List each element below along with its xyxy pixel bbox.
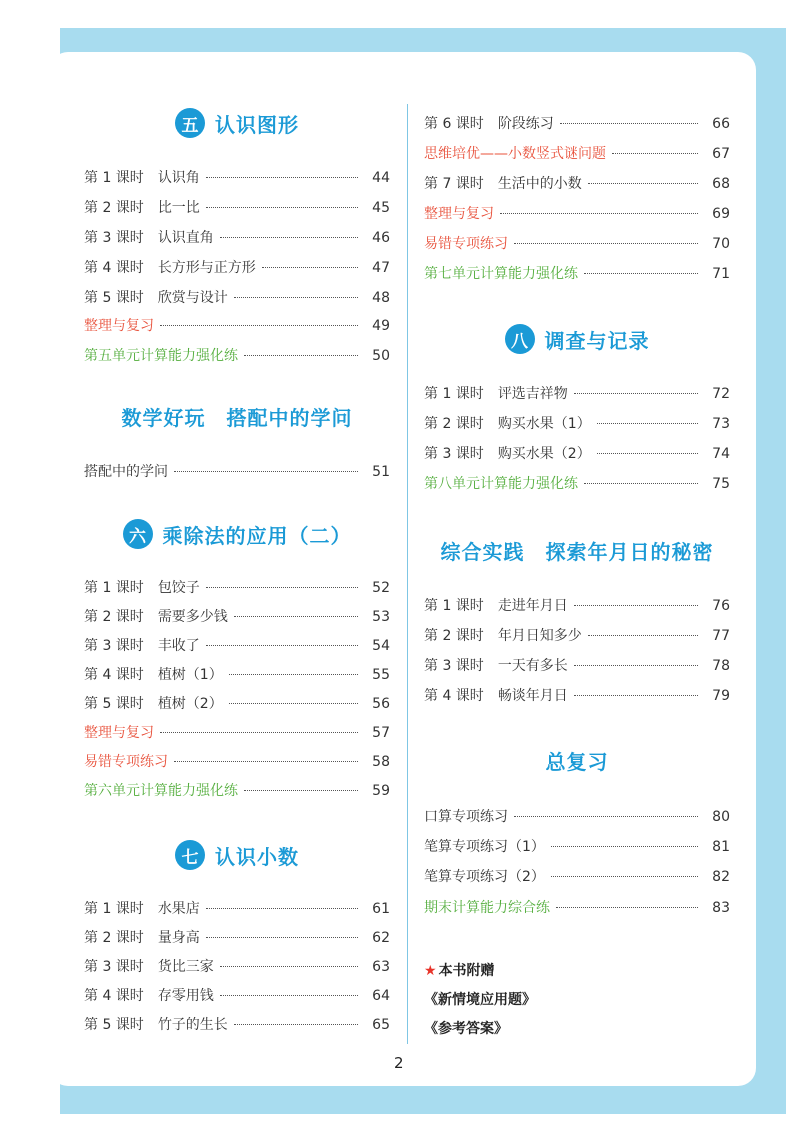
toc-row-drill[interactable] bbox=[424, 264, 730, 284]
toc-row[interactable] bbox=[424, 867, 730, 887]
page-ref: 47 bbox=[372, 260, 390, 276]
lesson-number: 第 1 课时 bbox=[84, 170, 144, 186]
lesson-title: 整理与复习 bbox=[84, 725, 154, 741]
leader-dots bbox=[206, 937, 358, 938]
toc-row[interactable] bbox=[424, 114, 730, 134]
toc-row[interactable] bbox=[84, 168, 390, 188]
lesson-title: 量身高 bbox=[157, 930, 200, 946]
leader-dots bbox=[206, 645, 358, 646]
lesson-title: 走进年月日 bbox=[497, 598, 568, 614]
leader-dots bbox=[206, 207, 358, 208]
lesson-number: 第 4 课时 bbox=[84, 260, 144, 276]
leader-dots bbox=[220, 237, 358, 238]
lesson-title: 年月日知多少 bbox=[497, 628, 582, 644]
bonus-heading-text: 本书附赠 bbox=[438, 963, 495, 979]
toc-row[interactable] bbox=[84, 665, 390, 685]
leader-dots bbox=[234, 1024, 358, 1025]
leader-dots bbox=[588, 183, 698, 184]
leader-dots bbox=[206, 177, 358, 178]
leader-dots bbox=[560, 123, 698, 124]
toc-row[interactable] bbox=[84, 636, 390, 656]
fun-section-heading: 数学好玩 搭配中的学问 bbox=[121, 406, 353, 430]
leader-dots bbox=[556, 907, 698, 908]
lesson-number: 第 2 课时 bbox=[424, 416, 484, 432]
page-ref: 54 bbox=[372, 638, 390, 654]
lesson-number: 第 1 课时 bbox=[84, 580, 144, 596]
leader-dots bbox=[244, 355, 358, 356]
toc-row[interactable] bbox=[424, 444, 730, 464]
page-number: 2 bbox=[394, 1054, 404, 1072]
bottom-margin bbox=[0, 1114, 800, 1132]
toc-row-drill[interactable] bbox=[84, 781, 390, 801]
page-ref: 78 bbox=[712, 658, 730, 674]
toc-row-review[interactable] bbox=[84, 723, 390, 743]
lesson-title: 长方形与正方形 bbox=[157, 260, 256, 276]
lesson-title: 植树（2） bbox=[157, 696, 223, 712]
leader-dots bbox=[584, 483, 698, 484]
toc-row[interactable] bbox=[424, 174, 730, 194]
page-ref: 75 bbox=[712, 476, 730, 492]
page-ref: 57 bbox=[372, 725, 390, 741]
lesson-title: 搭配中的学问 bbox=[84, 464, 168, 480]
toc-row[interactable] bbox=[84, 607, 390, 627]
page-ref: 77 bbox=[712, 628, 730, 644]
lesson-title: 生活中的小数 bbox=[497, 176, 582, 192]
leader-dots bbox=[514, 816, 698, 817]
leader-dots bbox=[574, 695, 698, 696]
unit-5-title: 认识图形 bbox=[215, 112, 299, 137]
unit-6-title: 乘除法的应用（二） bbox=[162, 523, 352, 548]
page-ref: 82 bbox=[712, 869, 730, 885]
lesson-title: 植树（1） bbox=[157, 667, 223, 683]
lesson-number: 第 3 课时 bbox=[424, 446, 484, 462]
toc-row[interactable] bbox=[424, 837, 730, 857]
bonus-heading bbox=[424, 960, 495, 980]
lesson-title: 畅谈年月日 bbox=[497, 688, 568, 704]
page-ref: 79 bbox=[712, 688, 730, 704]
toc-row[interactable] bbox=[424, 686, 730, 706]
page-ref: 70 bbox=[712, 236, 730, 252]
leader-dots bbox=[551, 846, 698, 847]
page-ref: 45 bbox=[372, 200, 390, 216]
page-ref: 69 bbox=[712, 206, 730, 222]
lesson-number: 第 2 课时 bbox=[84, 200, 144, 216]
practice-section-heading: 综合实践 探索年月日的秘密 bbox=[440, 540, 714, 564]
leader-dots bbox=[574, 665, 698, 666]
toc-row[interactable] bbox=[84, 228, 390, 248]
page-ref: 83 bbox=[712, 900, 730, 916]
right-margin bbox=[786, 0, 800, 1132]
unit-5-heading bbox=[84, 108, 390, 138]
lesson-number: 第 5 课时 bbox=[84, 290, 144, 306]
lesson-number: 第 4 课时 bbox=[424, 688, 484, 704]
lesson-number: 第 1 课时 bbox=[424, 386, 484, 402]
leader-dots bbox=[206, 587, 358, 588]
lesson-title: 包饺子 bbox=[157, 580, 200, 596]
page-ref: 55 bbox=[372, 667, 390, 683]
leader-dots bbox=[220, 966, 358, 967]
lesson-number: 第 3 课时 bbox=[84, 638, 144, 654]
unit-5-badge: 五 bbox=[175, 108, 205, 138]
lesson-number: 第 4 课时 bbox=[84, 667, 144, 683]
unit-7-title: 认识小数 bbox=[215, 844, 299, 869]
lesson-title: 整理与复习 bbox=[424, 206, 494, 222]
toc-row[interactable] bbox=[84, 258, 390, 278]
lesson-title: 笔算专项练习（1） bbox=[424, 839, 545, 855]
page-ref: 61 bbox=[372, 901, 390, 917]
lesson-title: 货比三家 bbox=[157, 959, 214, 975]
lesson-title: 思维培优——小数竖式谜问题 bbox=[424, 146, 606, 162]
leader-dots bbox=[597, 423, 698, 424]
toc-row[interactable] bbox=[84, 694, 390, 714]
toc-row[interactable] bbox=[424, 414, 730, 434]
page-ref: 52 bbox=[372, 580, 390, 596]
page-ref: 72 bbox=[712, 386, 730, 402]
page-ref: 73 bbox=[712, 416, 730, 432]
page-ref: 50 bbox=[372, 348, 390, 364]
unit-8-title: 调查与记录 bbox=[544, 328, 650, 353]
lesson-number: 第 3 课时 bbox=[84, 959, 144, 975]
toc-row[interactable] bbox=[84, 928, 390, 948]
lesson-title: 需要多少钱 bbox=[157, 609, 228, 625]
lesson-number: 第 2 课时 bbox=[424, 628, 484, 644]
page-ref: 76 bbox=[712, 598, 730, 614]
toc-row-drill[interactable] bbox=[424, 898, 730, 918]
leader-dots bbox=[234, 297, 358, 298]
lesson-number: 第 2 课时 bbox=[84, 609, 144, 625]
lesson-title: 认识直角 bbox=[157, 230, 214, 246]
column-divider bbox=[407, 104, 408, 1044]
toc-row[interactable] bbox=[424, 596, 730, 616]
lesson-number: 第 5 课时 bbox=[84, 1017, 144, 1033]
toc-row-drill[interactable] bbox=[424, 474, 730, 494]
toc-row-mistakes[interactable] bbox=[424, 234, 730, 254]
leader-dots bbox=[160, 732, 358, 733]
leader-dots bbox=[574, 605, 698, 606]
leader-dots bbox=[206, 908, 358, 909]
unit-6-heading bbox=[84, 519, 390, 549]
toc-row[interactable] bbox=[424, 656, 730, 676]
lesson-number: 第 7 课时 bbox=[424, 176, 484, 192]
leader-dots bbox=[500, 213, 698, 214]
toc-row[interactable] bbox=[84, 578, 390, 598]
lesson-title: 第五单元计算能力强化练 bbox=[84, 348, 238, 364]
lesson-number: 第 4 课时 bbox=[84, 988, 144, 1004]
toc-row-drill[interactable] bbox=[84, 346, 390, 366]
page-ref: 80 bbox=[712, 809, 730, 825]
unit-8-heading bbox=[424, 324, 730, 354]
leader-dots bbox=[229, 674, 358, 675]
page-ref: 62 bbox=[372, 930, 390, 946]
leader-dots bbox=[234, 616, 358, 617]
leader-dots bbox=[514, 243, 698, 244]
lesson-title: 一天有多长 bbox=[497, 658, 568, 674]
page-ref: 48 bbox=[372, 290, 390, 306]
toc-row-challenge[interactable] bbox=[424, 144, 730, 164]
page-ref: 46 bbox=[372, 230, 390, 246]
lesson-title: 第六单元计算能力强化练 bbox=[84, 783, 238, 799]
unit-7-badge: 七 bbox=[175, 840, 205, 870]
toc-row-review[interactable] bbox=[424, 204, 730, 224]
page-ref: 53 bbox=[372, 609, 390, 625]
leader-dots bbox=[160, 325, 358, 326]
unit-6-badge: 六 bbox=[123, 519, 153, 549]
leader-dots bbox=[584, 273, 698, 274]
lesson-title: 欣赏与设计 bbox=[157, 290, 228, 306]
lesson-title: 竹子的生长 bbox=[157, 1017, 228, 1033]
lesson-title: 易错专项练习 bbox=[424, 236, 508, 252]
lesson-title: 易错专项练习 bbox=[84, 754, 168, 770]
leader-dots bbox=[174, 761, 358, 762]
page-ref: 68 bbox=[712, 176, 730, 192]
lesson-title: 认识角 bbox=[157, 170, 200, 186]
page-ref: 44 bbox=[372, 170, 390, 186]
page-ref: 67 bbox=[712, 146, 730, 162]
toc-row[interactable] bbox=[84, 462, 390, 482]
lesson-number: 第 1 课时 bbox=[424, 598, 484, 614]
lesson-title: 购买水果（2） bbox=[497, 446, 591, 462]
lesson-title: 评选吉祥物 bbox=[497, 386, 568, 402]
bonus-book: 《新情境应用题》 bbox=[424, 992, 536, 1008]
toc-row[interactable] bbox=[84, 957, 390, 977]
leader-dots bbox=[588, 635, 698, 636]
page-ref: 56 bbox=[372, 696, 390, 712]
unit-8-badge: 八 bbox=[505, 324, 535, 354]
top-strip bbox=[0, 0, 800, 28]
toc-row[interactable] bbox=[84, 986, 390, 1006]
bonus-book: 《参考答案》 bbox=[424, 1021, 508, 1037]
lesson-title: 第七单元计算能力强化练 bbox=[424, 266, 578, 282]
toc-row[interactable] bbox=[84, 288, 390, 308]
leader-dots bbox=[551, 876, 698, 877]
leader-dots bbox=[574, 393, 698, 394]
page-ref: 63 bbox=[372, 959, 390, 975]
page-ref: 64 bbox=[372, 988, 390, 1004]
review-section-heading: 总复习 bbox=[545, 750, 609, 774]
leader-dots bbox=[612, 153, 698, 154]
lesson-title: 阶段练习 bbox=[497, 116, 554, 132]
leader-dots bbox=[262, 267, 358, 268]
lesson-title: 笔算专项练习（2） bbox=[424, 869, 545, 885]
lesson-number: 第 6 课时 bbox=[424, 116, 484, 132]
toc-row[interactable] bbox=[424, 384, 730, 404]
unit-7-heading bbox=[84, 840, 390, 870]
lesson-number: 第 2 课时 bbox=[84, 930, 144, 946]
lesson-title: 水果店 bbox=[157, 901, 200, 917]
toc-row-mistakes[interactable] bbox=[84, 752, 390, 772]
lesson-number: 第 3 课时 bbox=[84, 230, 144, 246]
lesson-number: 第 5 课时 bbox=[84, 696, 144, 712]
leader-dots bbox=[244, 790, 358, 791]
leader-dots bbox=[597, 453, 698, 454]
page-ref: 81 bbox=[712, 839, 730, 855]
leader-dots bbox=[220, 995, 358, 996]
page-ref: 74 bbox=[712, 446, 730, 462]
page-ref: 65 bbox=[372, 1017, 390, 1033]
lesson-number: 第 1 课时 bbox=[84, 901, 144, 917]
lesson-title: 存零用钱 bbox=[157, 988, 214, 1004]
toc-row[interactable] bbox=[84, 899, 390, 919]
toc-row-review[interactable] bbox=[84, 316, 390, 336]
lesson-title: 期末计算能力综合练 bbox=[424, 900, 550, 916]
lesson-title: 比一比 bbox=[157, 200, 200, 216]
toc-row[interactable] bbox=[424, 626, 730, 646]
page-ref: 66 bbox=[712, 116, 730, 132]
page-ref: 71 bbox=[712, 266, 730, 282]
lesson-title: 第八单元计算能力强化练 bbox=[424, 476, 578, 492]
lesson-title: 丰收了 bbox=[157, 638, 200, 654]
page-ref: 51 bbox=[372, 464, 390, 480]
toc-row[interactable] bbox=[84, 198, 390, 218]
lesson-title: 购买水果（1） bbox=[497, 416, 591, 432]
leader-dots bbox=[174, 471, 358, 472]
lesson-title: 整理与复习 bbox=[84, 318, 154, 334]
page-ref: 59 bbox=[372, 783, 390, 799]
page-ref: 49 bbox=[372, 318, 390, 334]
star-icon: ★ bbox=[424, 963, 437, 979]
leader-dots bbox=[229, 703, 358, 704]
toc-row[interactable] bbox=[424, 807, 730, 827]
page-ref: 58 bbox=[372, 754, 390, 770]
lesson-title: 口算专项练习 bbox=[424, 809, 508, 825]
toc-row[interactable] bbox=[84, 1015, 390, 1035]
lesson-number: 第 3 课时 bbox=[424, 658, 484, 674]
